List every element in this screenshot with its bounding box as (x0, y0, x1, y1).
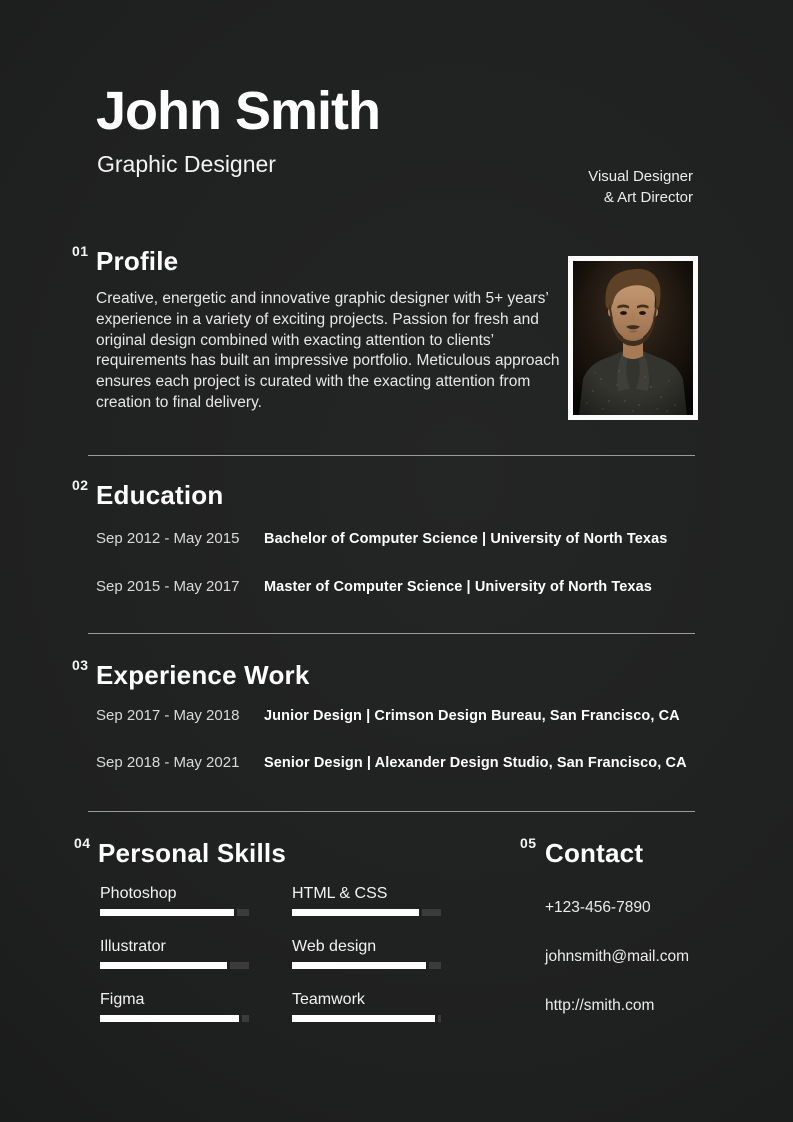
skill-label: HTML & CSS (292, 885, 388, 902)
experience-date: Sep 2017 - May 2018 (96, 707, 240, 724)
skill-progress-track (429, 962, 441, 969)
skill-progress-bar (100, 909, 249, 916)
tagline-line-2: & Art Director (603, 189, 693, 206)
skill-item (100, 937, 250, 969)
contact-phone[interactable]: +123-456-7890 (545, 899, 651, 916)
experience-detail: Senior Design | Alexander Design Studio, San Francisco, CA (264, 755, 687, 771)
profile-summary: Creative, energetic and innovative graphic designer with 5+ years’ experience in a variety of exciting projects. Passion for fresh and original design combined with exacting attention to clients’ requirements has built an impressive portfolio. Meticulous approach ensures each project is curated with the exacting attention from creation to final delivery. (96, 290, 560, 411)
section-number-education: 02 (72, 477, 89, 493)
section-number-skills: 04 (74, 835, 91, 851)
education-row (96, 578, 716, 595)
skill-progress-track (237, 909, 249, 916)
skill-item (292, 990, 442, 1022)
skill-label: Web design (292, 938, 377, 955)
skill-progress-fill (100, 962, 227, 969)
skills-column-right (292, 884, 442, 1043)
divider (88, 633, 695, 634)
skills-column-left (100, 884, 250, 1043)
skill-progress-fill (100, 1015, 239, 1022)
job-title: Graphic Designer (97, 151, 276, 177)
contact-email[interactable]: johnsmith@mail.com (545, 948, 690, 965)
portrait-illustration (573, 261, 693, 415)
section-number-profile: 01 (72, 243, 89, 259)
skill-progress-bar (292, 909, 441, 916)
skill-progress-fill (100, 909, 234, 916)
skill-progress-fill (292, 909, 419, 916)
tagline (588, 166, 693, 208)
skill-progress-bar (292, 962, 441, 969)
page-title: John Smith (96, 81, 380, 141)
skill-progress-track (230, 962, 249, 969)
skill-progress-track (422, 909, 441, 916)
experience-detail: Junior Design | Crimson Design Bureau, San Francisco, CA (264, 708, 680, 724)
education-row (96, 530, 716, 547)
section-heading-skills: Personal Skills (98, 838, 286, 868)
tagline-line-1: Visual Designer (588, 168, 693, 185)
divider (88, 811, 695, 812)
skill-item (292, 937, 442, 969)
contact-website[interactable]: http://smith.com (545, 997, 655, 1014)
skill-label: Teamwork (292, 991, 365, 1008)
skill-progress-fill (292, 962, 426, 969)
skill-progress-bar (100, 962, 249, 969)
skill-progress-fill (292, 1015, 435, 1022)
education-detail: Bachelor of Computer Science | University of North Texas (264, 531, 668, 547)
contact-list (545, 899, 689, 1046)
education-date: Sep 2015 - May 2017 (96, 578, 240, 595)
skill-progress-bar (100, 1015, 249, 1022)
section-heading-education: Education (96, 480, 224, 510)
section-number-experience: 03 (72, 657, 89, 673)
section-heading-contact: Contact (545, 838, 644, 868)
skill-item (100, 884, 250, 916)
skill-progress-bar (292, 1015, 441, 1022)
skill-label: Illustrator (100, 938, 166, 955)
skill-label: Figma (100, 991, 145, 1008)
section-number-contact: 05 (520, 835, 537, 851)
skill-label: Photoshop (100, 885, 177, 902)
skill-progress-track (438, 1015, 441, 1022)
experience-date: Sep 2018 - May 2021 (96, 754, 240, 771)
section-heading-experience: Experience Work (96, 660, 310, 690)
experience-row (96, 707, 716, 724)
skill-item (100, 990, 250, 1022)
skill-progress-track (242, 1015, 249, 1022)
portrait-photo (568, 256, 698, 420)
education-detail: Master of Computer Science | University of North Texas (264, 579, 652, 595)
skill-item (292, 884, 442, 916)
divider (88, 455, 695, 456)
education-date: Sep 2012 - May 2015 (96, 530, 240, 547)
experience-row (96, 754, 716, 771)
section-heading-profile: Profile (96, 246, 179, 276)
